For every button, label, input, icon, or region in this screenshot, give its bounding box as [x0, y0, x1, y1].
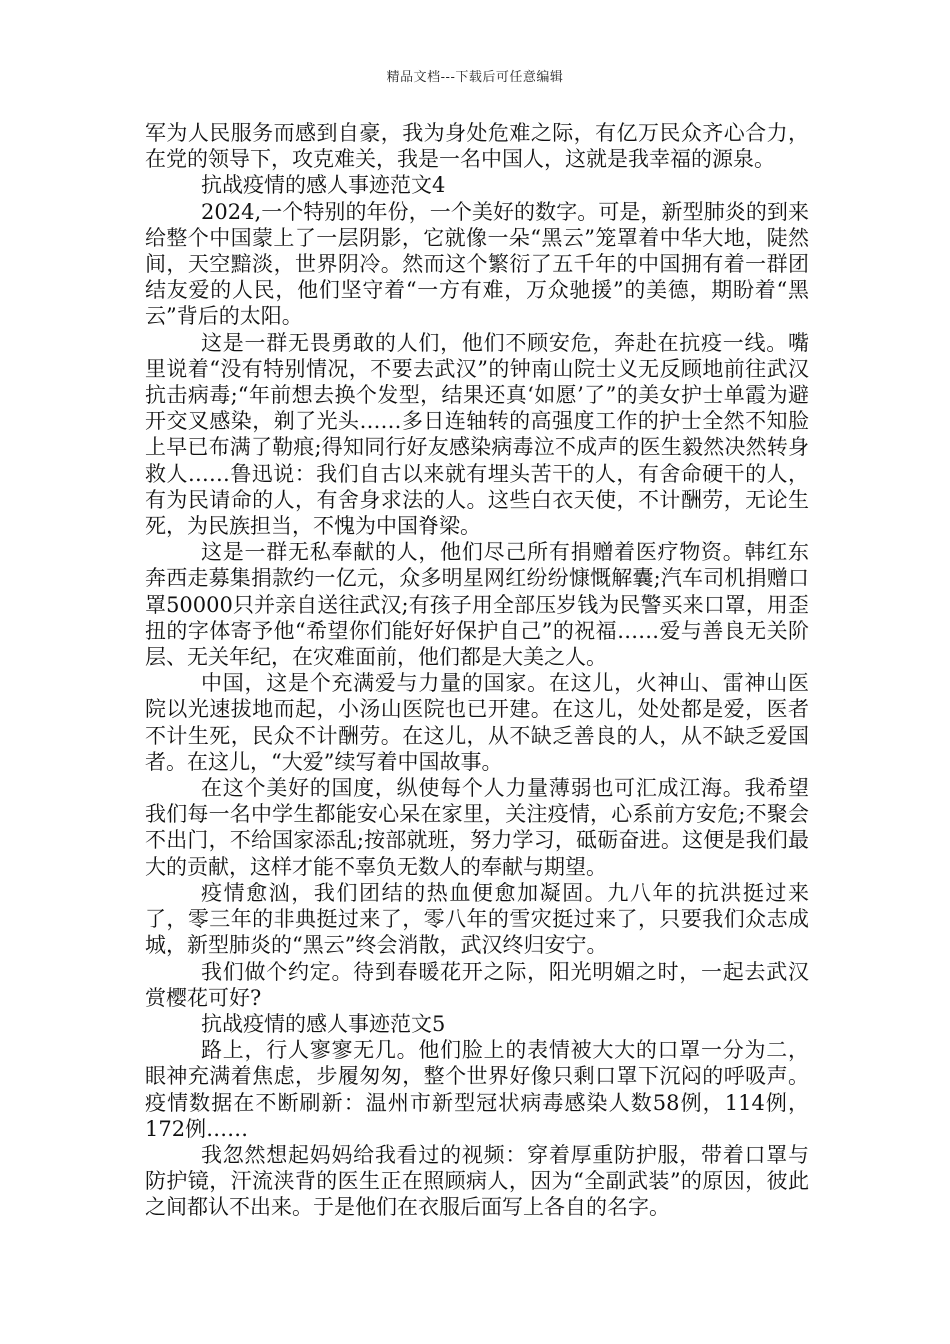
paragraph: 军为人民服务而感到自豪，我为身处危难之际，有亿万民众齐心合力，在党的领导下，攻克难关，我是一名中国人，这就是我幸福的源泉。 — [145, 121, 809, 172]
document-body — [145, 120, 809, 1221]
paragraph: 我忽然想起妈妈给我看过的视频：穿着厚重防护服，带着口罩与防护镜，汗流浃背的医生正在照顾病人，因为“全副武装”的原因，彼此之间都认不出来。于是他们在衣服后面写上各自的名字。 — [145, 1142, 809, 1220]
paragraph: 中国，这是个充满爱与力量的国家。在这儿，火神山、雷神山医院以光速拔地而起，小汤山医院也已开建。在这儿，处处都是爱，医者不计生死，民众不计酬劳。在这儿，从不缺乏善良的人，从不缺乏爱国者。在这儿，“大爱”续写着中国故事。 — [145, 671, 809, 774]
paragraph: 疫情愈汹，我们团结的热血便愈加凝固。九八年的抗洪挺过来了，零三年的非典挺过来了，零八年的雪灾挺过来了，只要我们众志成城，新型肺炎的“黑云”终会消散，武汉终归安宁。 — [145, 880, 809, 958]
paragraph: 在这个美好的国度，纵使每个人力量薄弱也可汇成江海。我希望我们每一名中学生都能安心呆在家里，关注疫情，心系前方安危;不聚会不出门，不给国家添乱;按部就班，努力学习，砥砺奋进。这便是我们最大的贡献，这样才能不辜负无数人的奉献与期望。 — [145, 776, 809, 879]
section-heading: 抗战疫情的感人事迹范文5 — [201, 1011, 446, 1036]
paragraph: 这是一群无私奉献的人，他们尽己所有捐赠着医疗物资。韩红东奔西走募集捐款约一亿元，众多明星网红纷纷慷慨解囊;汽车司机捐赠口罩50000只并亲自送往武汉;有孩子用全部压岁钱为民警买来口罩，用歪扭的字体寄予他“希望你们能好好保护自己”的祝福……爱与善良无关阶层、无关年纪，在灾难面前，他们都是大美之人。 — [145, 540, 809, 670]
section-heading: 抗战疫情的感人事迹范文4 — [201, 173, 446, 198]
page-header: 精品文档---下载后可任意编辑 — [386, 70, 564, 85]
paragraph: 我们做个约定。待到春暖花开之际，阳光明媚之时，一起去武汉赏樱花可好? — [145, 959, 809, 1010]
paragraph: 路上，行人寥寥无几。他们脸上的表情被大大的口罩一分为二，眼神充满着焦虑，步履匆匆，整个世界好像只剩口罩下沉闷的呼吸声。疫情数据在不断刷新：温州市新型冠状病毒感染人数58例，114例，172例…… — [145, 1038, 809, 1141]
paragraph: 这是一群无畏勇敢的人们，他们不顾安危，奔赴在抗疫一线。嘴里说着“没有特别情况，不要去武汉”的钟南山院士义无反顾地前往武汉抗击病毒;“年前想去换个发型，结果还真‘如愿’了”的美女护士单霞为避开交叉感染，剃了光头……多日连轴转的高强度工作的护士全然不知脸上早已布满了勒痕;得知同行好友感染病毒泣不成声的医生毅然决然转身救人……鲁迅说：我们自古以来就有埋头苦干的人，有舍命硬干的人，有为民请命的人，有舍身求法的人。这些白衣天使，不计酬劳，无论生死，为民族担当，不愧为中国脊梁。 — [145, 330, 809, 539]
paragraph: 2024,一个特别的年份，一个美好的数字。可是，新型肺炎的到来给整个中国蒙上了一层阴影，它就像一朵“黑云”笼罩着中华大地，陡然间，天空黯淡，世界阴冷。然而这个繁衍了五千年的中国拥有着一群团结友爱的人民，他们坚守着“一方有难，万众驰援”的美德，期盼着“黑云”背后的太阳。 — [145, 199, 809, 329]
